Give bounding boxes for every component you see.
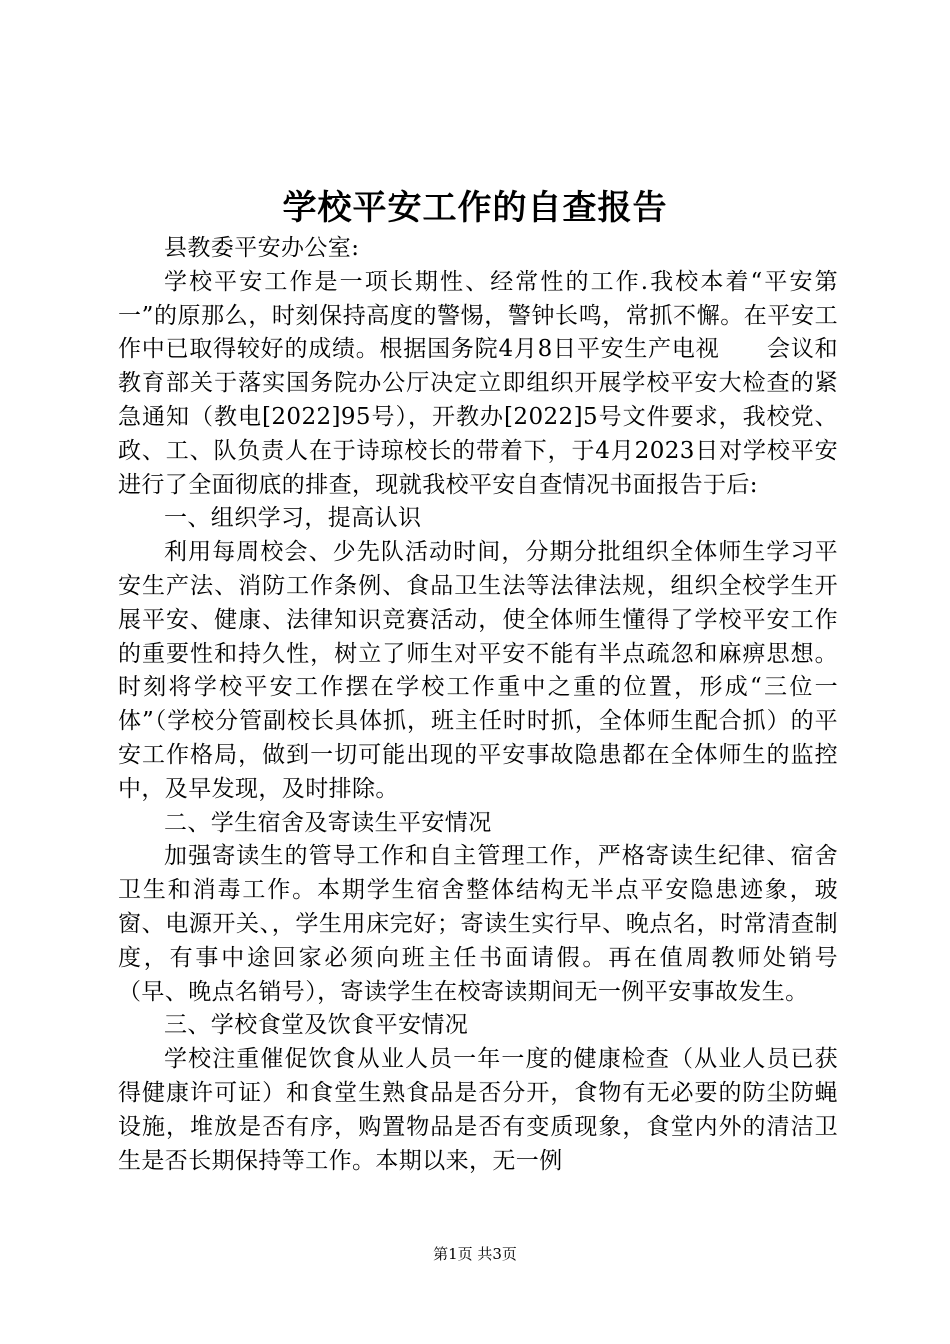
salutation: 县教委平安办公室: (164, 235, 360, 261)
section-heading-1: 一、组织学习，提高认识 (164, 505, 422, 532)
page-number-footer: 第1页 共3页 (433, 1245, 517, 1263)
paragraph-intro: 学校平安工作是一项长期性、经常性的工作.我校本着“平安第一”的原那么，时刻保持高度的警惕，警钟长鸣，常抓不懈。在平安工作中已取得较好的成绩。根据国务院4月8日平安生产电视 会议和教育部关于落实国务院办公厅决定立即组织开展学校平安大检查的紧急通知（教电[2022]95号），开教办[2022]5号文件要求，我校党、政、工、队负责人在于诗琼校长的带着下，于4月2023日对学校平安进行了全面彻底的排查，现就我校平安自查情况书面报告于后: (118, 268, 838, 498)
paragraph-section-2: 加强寄读生的管导工作和自主管理工作，严格寄读生纪律、宿舍卫生和消毒工作。本期学生宿舍整体结构无半点平安隐患迹象，玻窗、电源开关、，学生用床完好；寄读生实行早、晚点名，时常清查制度，有事中途回家必须向班主任书面请假。再在值周教师处销号（早、晚点名销号），寄读学生在校寄读期间无一例平安事故发生。 (118, 843, 838, 1005)
document-body (118, 232, 838, 1178)
paragraph-section-3: 学校注重催促饮食从业人员一年一度的健康检查（从业人员已获得健康许可证）和食堂生熟食品是否分开，食物有无必要的防尘防蝇设施，堆放是否有序，购置物品是否有变质现象，食堂内外的清洁卫生是否长期保持等工作。本期以来，无一例 (118, 1046, 838, 1174)
section-heading-3: 三、学校食堂及饮食平安情况 (164, 1012, 469, 1039)
paragraph-section-1: 利用每周校会、少先队活动时间，分期分批组织全体师生学习平安生产法、消防工作条例、食品卫生法等法律法规，组织全校学生开展平安、健康、法律知识竞赛活动，使全体师生懂得了学校平安工作的重要性和持久性，树立了师生对平安不能有半点疏忽和麻痹思想。时刻将学校平安工作摆在学校工作重中之重的位置，形成“三位一体”（学校分管副校长具体抓，班主任时时抓，全体师生配合抓）的平安工作格局，做到一切可能出现的平安事故隐患都在全体师生的监控中，及早发现，及时排除。 (118, 539, 838, 802)
section-heading-2: 二、学生宿舍及寄读生平安情况 (164, 809, 492, 836)
document-title: 学校平安工作的自查报告 (282, 188, 668, 228)
